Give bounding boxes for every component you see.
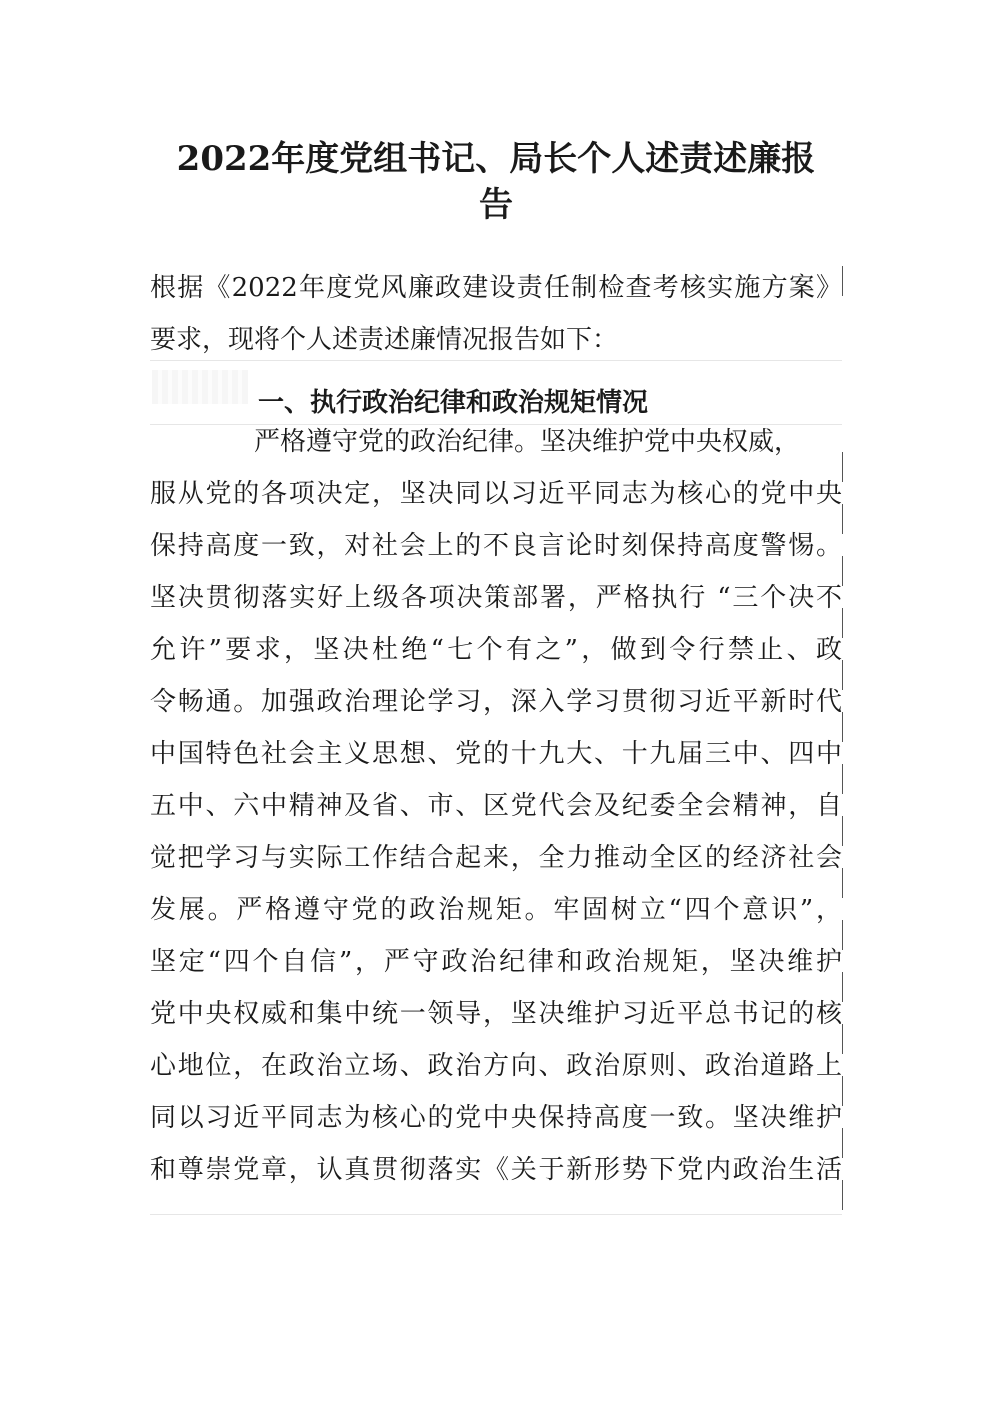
body-line: 心地位，在政治立场、政治方向、政治原则、政治道路上 <box>150 1051 842 1081</box>
body-line: 觉把学习与实际工作结合起来，全力推动全区的经济社会 <box>150 843 842 873</box>
margin-tick <box>842 816 843 846</box>
margin-tick <box>842 1128 843 1158</box>
intro-paragraph <box>150 262 842 366</box>
body-line: 中国特色社会主义思想、党的十九大、十九届三中、四中 <box>150 739 842 769</box>
body-paragraph <box>150 416 842 1196</box>
body-line: 同以习近平同志为核心的党中央保持高度一致。坚决维护 <box>150 1103 842 1133</box>
margin-tick <box>842 452 843 482</box>
body-line: 保持高度一致，对社会上的不良言论时刻保持高度警惕。 <box>150 531 842 561</box>
body-line: 党中央权威和集中统一领导，坚决维护习近平总书记的核 <box>150 999 842 1029</box>
scan-artifact <box>152 370 248 404</box>
margin-tick <box>842 920 843 950</box>
section-heading: 一、执行政治纪律和政治规矩情况 <box>258 388 649 418</box>
body-line: 五中、六中精神及省、市、区党代会及纪委全会精神，自 <box>150 791 842 821</box>
margin-tick <box>842 1076 843 1106</box>
body-line: 严格遵守党的政治纪律。坚决维护党中央权威， <box>254 427 801 457</box>
body-line: 和尊崇党章，认真贯彻落实《关于新形势下党内政治生活 <box>150 1155 842 1185</box>
body-line: 令畅通。加强政治理论学习，深入学习贯彻习近平新时代 <box>150 687 842 717</box>
margin-tick <box>842 608 843 638</box>
margin-tick <box>842 504 843 534</box>
margin-tick <box>842 764 843 794</box>
margin-tick <box>842 660 843 690</box>
body-line: 服从党的各项决定，坚决同以习近平同志为核心的党中央 <box>150 479 842 509</box>
margin-tick <box>842 1180 843 1210</box>
margin-tick <box>842 868 843 898</box>
margin-tick <box>842 712 843 742</box>
body-line: 坚定“四个自信”，严守政治纪律和政治规矩，坚决维护 <box>150 947 842 977</box>
margin-tick <box>842 972 843 1002</box>
intro-line: 要求，现将个人述责述廉情况报告如下： <box>150 325 619 355</box>
intro-line: 根据《2022年度党风廉政建设责任制检查考核实施方案》 <box>150 273 842 303</box>
margin-tick <box>842 1024 843 1054</box>
margin-tick <box>842 556 843 586</box>
document-title <box>150 136 842 228</box>
body-line: 发展。严格遵守党的政治规矩。牢固树立“四个意识”， <box>150 895 842 925</box>
title-line-2: 告 <box>479 185 513 225</box>
title-line-1: 2022年度党组书记、局长个人述责述廉报 <box>176 139 816 179</box>
divider <box>150 1214 842 1215</box>
divider <box>150 360 842 361</box>
body-line: 坚决贯彻落实好上级各项决策部署，严格执行 “三个决不 <box>150 583 842 613</box>
margin-tick <box>842 266 843 296</box>
body-line: 允许”要求，坚决杜绝“七个有之”，做到令行禁止、政 <box>150 635 842 665</box>
